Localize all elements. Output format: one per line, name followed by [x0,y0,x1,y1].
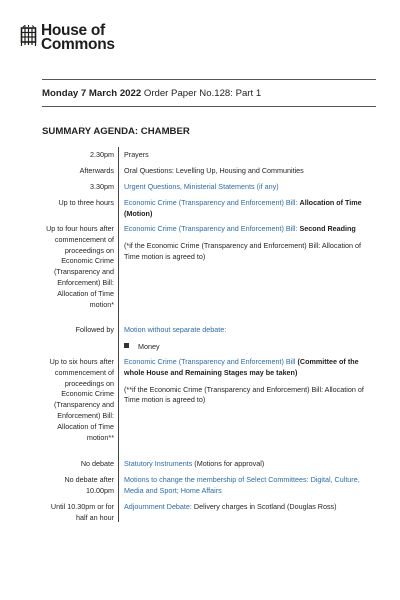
header-top-rule [42,79,376,80]
agenda-item-label: Oral Questions: Levelling Up, Housing and Communities [124,166,304,175]
agenda-time: Up to four hours after commencement of proceedings on Economic Crime (Transparency and Enforcement) Bill: Allocation of Time motion* [46,224,114,309]
agenda-item-emphasis: (Committee of the whole House and Remaining Stages may be taken) [124,357,359,377]
agenda-item-text [124,150,376,161]
agenda-item-text [124,166,376,177]
agenda-link[interactable]: Urgent Questions, Ministerial Statements (if any) [124,182,279,191]
agenda-item [124,357,376,406]
agenda-item-text [124,325,376,336]
header-title: Order Paper No.128: Part 1 [141,88,262,99]
agenda-item-label: Delivery charges in Scotland (Douglas Ross) [191,502,337,511]
agenda-item [124,475,376,497]
agenda-item-text [124,182,376,193]
header-date: Monday 7 March 2022 [42,88,142,99]
agenda-link[interactable]: Economic Crime (Transparency and Enforcement) Bill: [124,198,300,207]
agenda-item-text [124,224,376,235]
logo-wordmark [41,24,115,52]
agenda-item [124,150,376,161]
agenda-note: (*if the Economic Crime (Transparency and Enforcement) Bill: Allocation of Time motion is agreed to) [124,240,362,261]
order-paper-header [42,88,261,99]
agenda-bullet-item [124,342,376,353]
agenda-time: 2.30pm [90,150,114,159]
agenda-time: Followed by [75,325,114,334]
bullet-square-icon [124,343,129,348]
agenda-time: Up to six hours after commencement of proceedings on Economic Crime (Transparency and Enforcement) Bill: Allocation of Time motion** [49,357,114,442]
agenda-item-emphasis: Allocation of Time (Motion) [124,198,362,218]
section-title: SUMMARY AGENDA: CHAMBER [42,126,190,137]
portcullis-icon [20,25,37,47]
agenda-link[interactable]: Adjournment Debate: [124,502,192,511]
agenda-time: Afterwards [79,166,114,175]
agenda-item-label: (Motions for approval) [192,459,265,468]
agenda-item [124,224,376,262]
agenda-item [124,198,376,220]
agenda-link[interactable]: Statutory Instruments [124,459,193,468]
agenda-time: 3.30pm [90,182,114,191]
agenda-item-text [124,459,376,470]
agenda-item [124,325,376,353]
agenda-divider [118,147,119,522]
agenda-item-text [124,357,376,379]
agenda-time: Up to three hours [58,198,114,207]
agenda-item-label: Prayers [124,150,149,159]
logo-line-1: House of [41,22,105,39]
agenda-time: Until 10.30pm or for half an hour [50,502,114,522]
agenda-time: No debate [80,459,114,468]
logo-line-2: Commons [41,36,115,53]
agenda-item [124,502,376,513]
agenda-item-text [124,198,376,220]
agenda-item [124,166,376,177]
house-of-commons-logo [20,24,115,52]
header-bottom-rule [42,106,376,107]
agenda-item [124,182,376,193]
agenda-item-text [124,502,376,513]
agenda-link[interactable]: Motion without separate debate: [124,325,227,334]
agenda-link[interactable]: Economic Crime (Transparency and Enforcement) Bill: [124,224,300,233]
agenda-time: No debate after 10.00pm [64,475,114,495]
agenda-item-emphasis: Second Reading [299,224,356,233]
agenda-item-text [124,475,376,497]
agenda-bullet-label: Money [138,341,160,351]
agenda-link[interactable]: Motions to change the membership of Select Committees: Digital, Culture, Media and Sport; Home Affairs [124,475,360,495]
agenda-note: (**if the Economic Crime (Transparency and Enforcement) Bill: Allocation of Time motion is agreed to) [124,384,364,405]
agenda-link[interactable]: Economic Crime (Transparency and Enforcement) Bill [124,357,298,366]
agenda-item [124,459,376,470]
